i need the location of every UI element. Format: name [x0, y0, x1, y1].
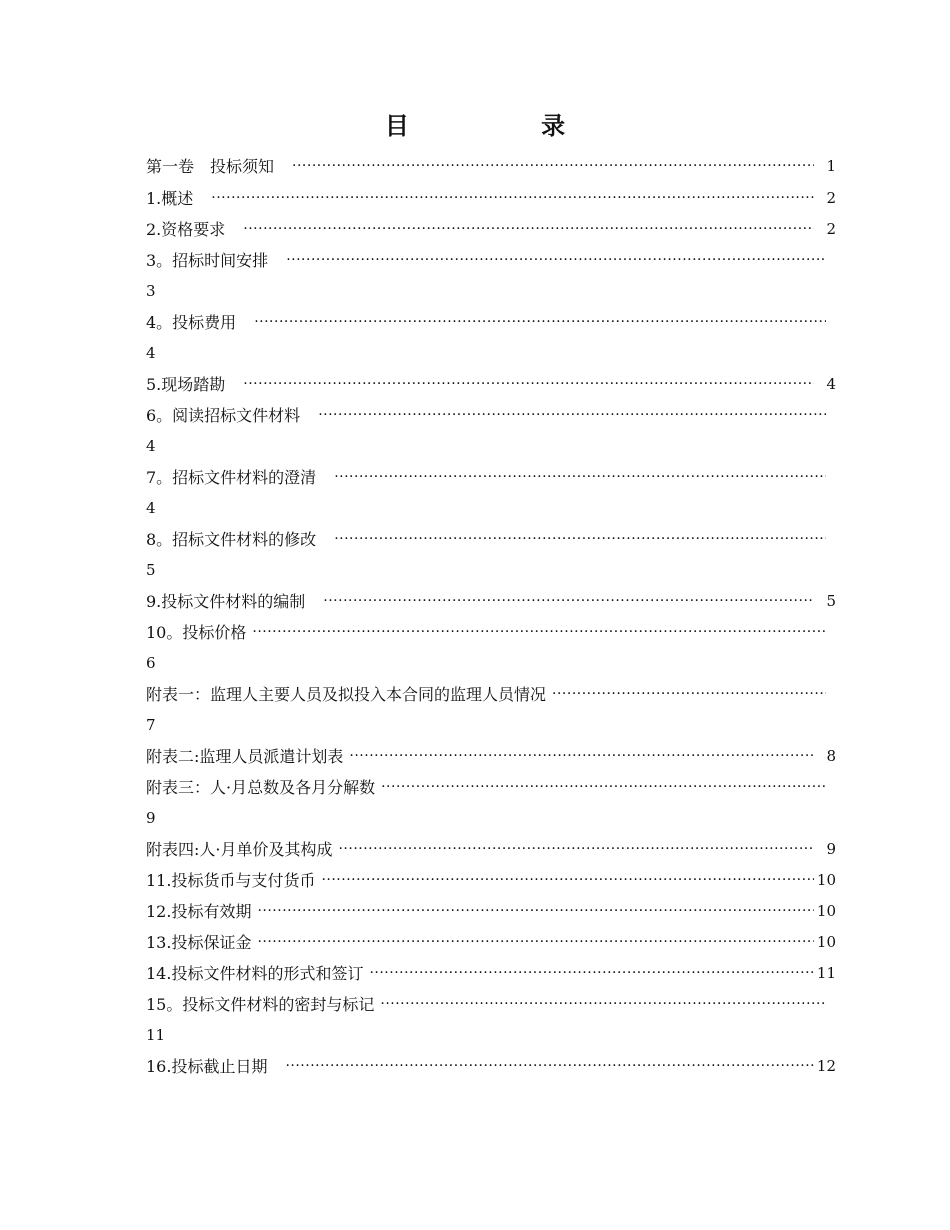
dot-leader [292, 151, 814, 182]
toc-entry-label: 14.投标文件材料的形式和签订 [146, 964, 364, 983]
dot-leader [286, 245, 826, 276]
toc-entry[interactable] [146, 989, 836, 1020]
toc-entry[interactable] [146, 772, 836, 803]
dot-leader [321, 865, 814, 896]
toc-entry[interactable] [146, 149, 836, 183]
toc-entry-label: 4。投标费用 [146, 313, 237, 332]
dot-leader [252, 617, 826, 648]
toc-page-number: 4 [146, 499, 156, 517]
dot-leader [243, 369, 814, 400]
toc-page-number: 11 [816, 964, 836, 982]
dot-leader [257, 927, 814, 958]
toc-entry-label: 5.现场踏勘 [146, 375, 226, 394]
toc-page-number: 4 [146, 344, 156, 362]
toc-entry-label: 1.概述 [146, 189, 194, 208]
dot-leader [211, 183, 814, 214]
toc-entry[interactable] [146, 524, 836, 555]
dot-leader [380, 989, 826, 1020]
table-of-contents [146, 149, 836, 1082]
toc-entry-label: 15。投标文件材料的密封与标记 [146, 995, 375, 1014]
dot-leader [338, 834, 814, 865]
toc-entry-label: 6。阅读招标文件材料 [146, 406, 301, 425]
toc-entry[interactable] [146, 214, 836, 245]
toc-entry[interactable] [146, 617, 836, 648]
toc-entry-label: 附表一：监理人主要人员及拟投入本合同的监理人员情况 [146, 685, 547, 704]
dot-leader [334, 462, 826, 493]
dot-leader [243, 214, 814, 245]
dot-leader [323, 586, 814, 617]
page-title: 目 录 [384, 112, 628, 140]
toc-entry-label: 9.投标文件材料的编制 [146, 592, 306, 611]
dot-leader [349, 741, 814, 772]
toc-entry-label: 附表二:监理人员派遣计划表 [146, 747, 344, 766]
toc-entry[interactable] [146, 245, 836, 276]
toc-entry-label: 7。招标文件材料的澄清 [146, 468, 317, 487]
toc-entry-label: 附表四:人·月单价及其构成 [146, 840, 333, 859]
toc-page-number: 5 [146, 561, 156, 579]
toc-entry[interactable] [146, 369, 836, 400]
toc-entry[interactable] [146, 462, 836, 493]
toc-page-number: 1 [826, 156, 836, 175]
toc-page-number: 3 [146, 282, 156, 300]
toc-entry[interactable] [146, 1051, 836, 1082]
toc-page-number: 10 [816, 871, 836, 889]
toc-page-number: 7 [146, 716, 156, 734]
dot-leader [257, 896, 814, 927]
toc-page-number: 9 [146, 809, 156, 827]
toc-entry[interactable] [146, 834, 836, 865]
toc-entry[interactable] [146, 865, 836, 896]
toc-entry-label: 2.资格要求 [146, 220, 226, 239]
toc-entry[interactable] [146, 927, 836, 958]
toc-entry[interactable] [146, 741, 836, 772]
toc-page-number: 2 [826, 189, 836, 207]
toc-page-number: 10 [816, 933, 836, 951]
toc-entry[interactable] [146, 896, 836, 927]
toc-page-number: 10 [816, 902, 836, 920]
toc-page-number: 5 [826, 592, 836, 610]
dot-leader [318, 400, 826, 431]
toc-entry[interactable] [146, 183, 836, 214]
toc-page-number: 9 [826, 840, 836, 858]
toc-page-number: 2 [826, 220, 836, 238]
dot-leader [381, 772, 826, 803]
toc-page-number: 6 [146, 654, 156, 672]
dot-leader [334, 524, 826, 555]
dot-leader [552, 679, 826, 710]
toc-entry-label: 12.投标有效期 [146, 902, 252, 921]
toc-entry-label: 第一卷 投标须知 [146, 156, 275, 176]
toc-entry-label: 16.投标截止日期 [146, 1057, 268, 1076]
dot-leader [254, 307, 826, 338]
toc-page-number: 12 [816, 1057, 836, 1075]
toc-entry[interactable] [146, 958, 836, 989]
dot-leader [285, 1051, 814, 1082]
toc-entry-label: 附表三：人·月总数及各月分解数 [146, 778, 376, 797]
toc-page-number: 4 [146, 437, 156, 455]
toc-page-number: 11 [146, 1026, 166, 1044]
toc-entry-label: 8。招标文件材料的修改 [146, 530, 317, 549]
toc-entry-label: 3。招标时间安排 [146, 251, 269, 270]
toc-page-number: 4 [826, 375, 836, 393]
toc-entry-label: 13.投标保证金 [146, 933, 252, 952]
toc-entry[interactable] [146, 586, 836, 617]
toc-entry-label: 11.投标货币与支付货币 [146, 871, 316, 890]
toc-entry[interactable] [146, 307, 836, 338]
toc-entry-label: 10。投标价格 [146, 623, 247, 642]
toc-page-number: 8 [826, 747, 836, 765]
toc-entry[interactable] [146, 679, 836, 710]
dot-leader [369, 958, 814, 989]
toc-entry[interactable] [146, 400, 836, 431]
